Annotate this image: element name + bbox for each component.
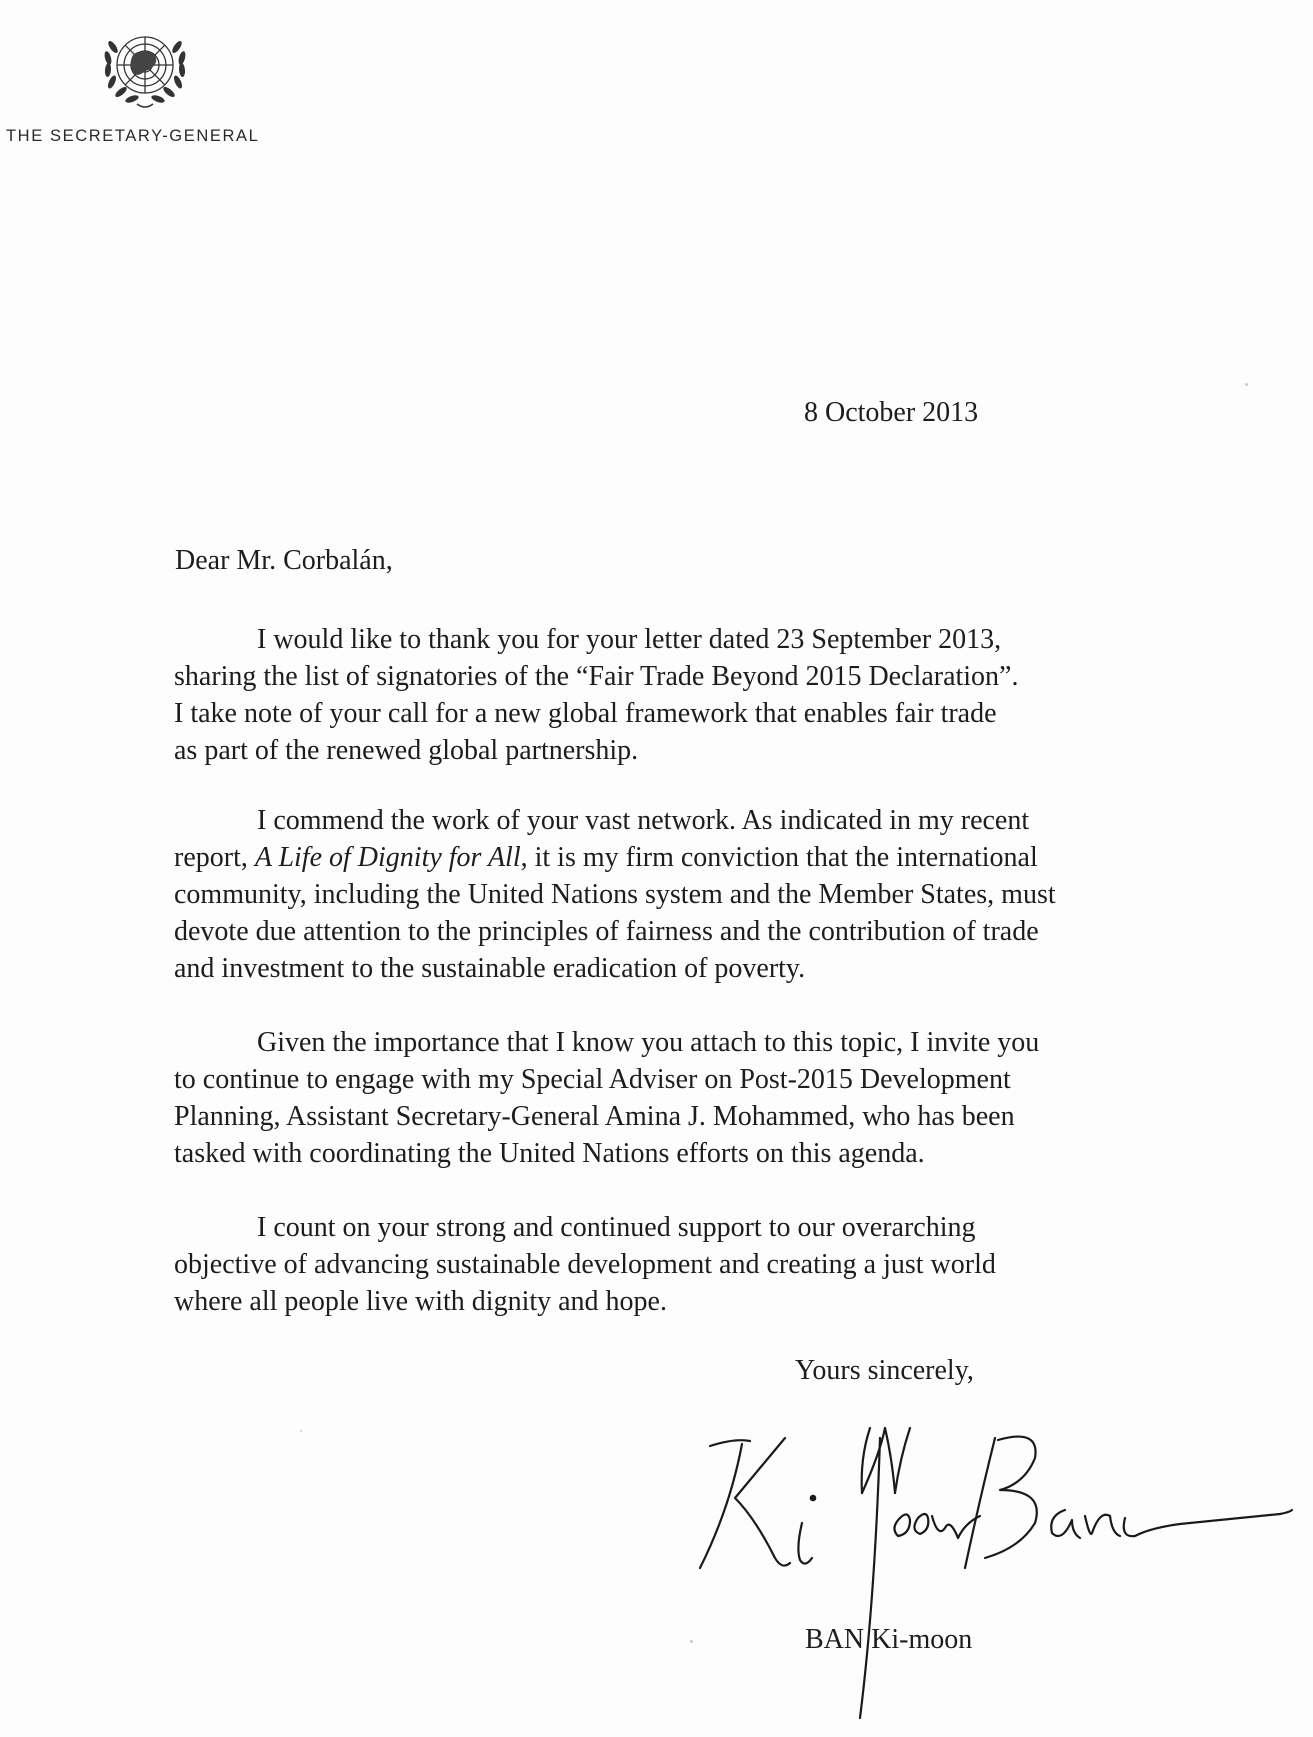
body-paragraph-2 <box>174 802 1056 987</box>
paragraph-line: tasked with coordinating the United Nations efforts on this agenda. <box>174 1138 925 1169</box>
paragraph-line: devote due attention to the principles of fairness and the contribution of trade <box>174 916 1039 947</box>
paper-speck <box>1245 383 1248 386</box>
paragraph-line: where all people live with dignity and hope. <box>174 1286 667 1317</box>
report-title: A Life of Dignity for All <box>254 842 521 873</box>
paragraph-line: Given the importance that I know you attach to this topic, I invite you <box>257 1027 1040 1058</box>
paper-speck <box>300 1430 302 1432</box>
paragraph-line: as part of the renewed global partnership. <box>174 735 639 766</box>
paragraph-line: I count on your strong and continued support to our overarching <box>257 1212 976 1243</box>
paragraph-line: to continue to engage with my Special Adviser on Post-2015 Development <box>174 1064 1011 1095</box>
closing: Yours sincerely, <box>795 1355 974 1386</box>
body-paragraph-1 <box>174 621 1018 769</box>
body-paragraph-4 <box>174 1209 996 1320</box>
handwritten-signature-icon <box>680 1398 1300 1728</box>
paragraph-line: Planning, Assistant Secretary-General Amina J. Mohammed, who has been <box>174 1101 1015 1132</box>
paper-speck <box>690 1640 693 1643</box>
signatory-name: BAN Ki-moon <box>805 1624 973 1655</box>
paragraph-line: objective of advancing sustainable development and creating a just world <box>174 1249 996 1280</box>
paragraph-line: sharing the list of signatories of the “Fair Trade Beyond 2015 Declaration”. <box>174 661 1019 692</box>
paragraph-line: I take note of your call for a new global framework that enables fair trade <box>174 698 997 729</box>
paragraph-line: community, including the United Nations system and the Member States, must <box>174 879 1056 910</box>
letter-date: 8 October 2013 <box>804 397 979 428</box>
body-paragraph-3 <box>174 1024 1039 1172</box>
salutation: Dear Mr. Corbalán, <box>175 545 393 576</box>
letterhead-title: THE SECRETARY-GENERAL <box>6 127 260 145</box>
paragraph-line <box>174 839 1056 876</box>
line-text: report, <box>174 842 255 873</box>
paragraph-line: I would like to thank you for your letter dated 23 September 2013, <box>257 624 1002 655</box>
paragraph-line: I commend the work of your vast network. As indicated in my recent <box>257 805 1030 836</box>
paragraph-line: and investment to the sustainable eradication of poverty. <box>174 953 806 984</box>
line-text: , it is my firm conviction that the international <box>520 842 1038 873</box>
un-emblem-icon <box>93 22 197 114</box>
